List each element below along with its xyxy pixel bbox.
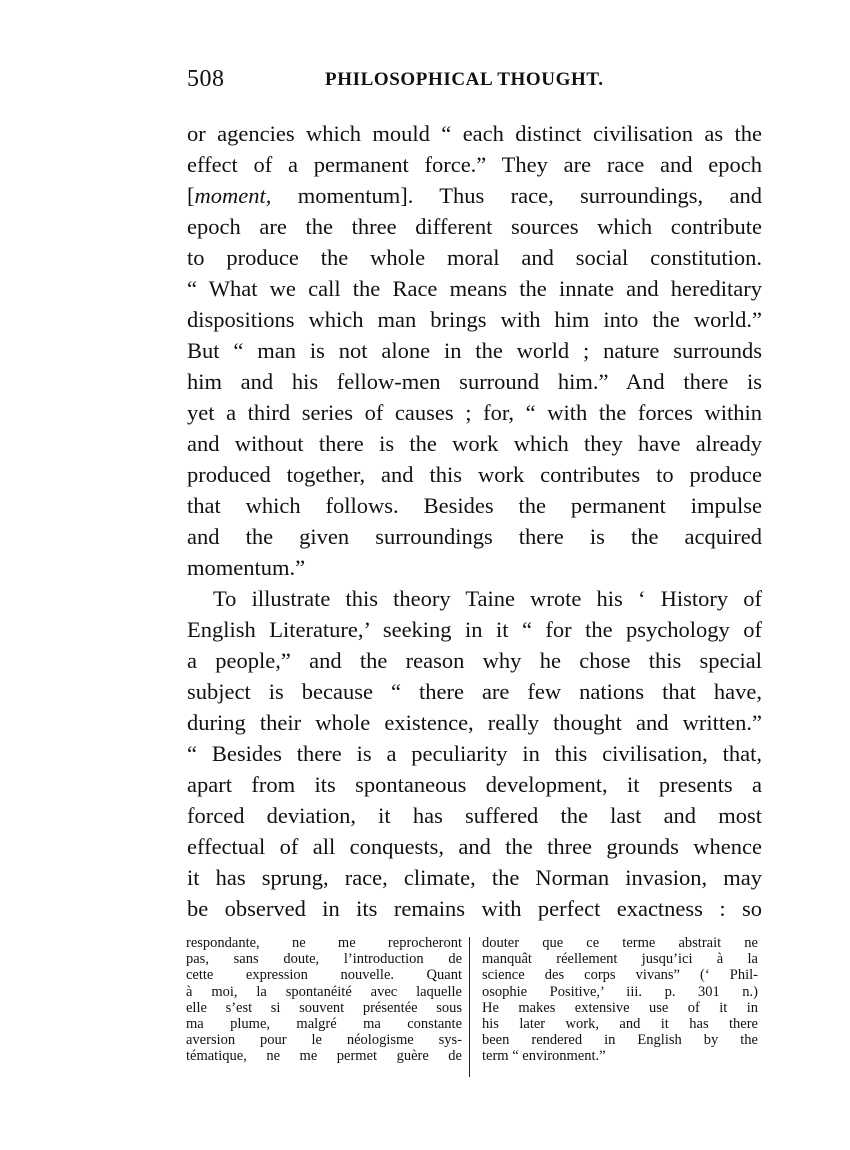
main-text (187, 118, 762, 924)
page-header (187, 66, 762, 100)
text-line: yet a third series of causes ; for, “ with the forces within (187, 400, 762, 425)
footnote-line: manquât réellement jusqu’ici à la (482, 951, 758, 968)
text-line: be observed in its remains with perfect exactness : so (187, 896, 762, 921)
text-line-with-italic: [moment, momentum]. Thus race, surroundings, and (187, 183, 762, 208)
text-line: effect of a permanent force.” They are race and epoch (187, 152, 762, 177)
text-line: “ Besides there is a peculiarity in this civilisation, that, (187, 741, 762, 766)
text-line: English Literature,’ seeking in it “ for the psychology of (187, 617, 762, 642)
footnote-line: his later work, and it has there (482, 1015, 758, 1032)
footnote-line: elle s’est si souvent présentée sous (186, 999, 462, 1016)
text-line: him and his fellow-men surround him.” And there is (187, 369, 762, 394)
text-line: effectual of all conquests, and the three grounds whence (187, 834, 762, 859)
footnote-column-left (186, 935, 462, 1065)
footnote-line: à moi, la spontanéité avec laquelle (186, 983, 462, 1000)
page-number: 508 (187, 66, 225, 92)
text-line: and the given surroundings there is the acquired (187, 524, 762, 549)
text-line: dispositions which man brings with him into the world.” (187, 307, 762, 332)
footnote-line: respondante, ne me reprocheront (186, 935, 462, 951)
footnote-line: aversion pour le néologisme sys- (186, 1032, 462, 1049)
text-line: or agencies which mould “ each distinct civilisation as the (187, 121, 762, 146)
footnote-line: douter que ce terme abstrait ne (482, 935, 758, 951)
footnote-line: been rendered in English by the (482, 1032, 758, 1049)
footnote-line: osophie Positive,’ iii. p. 301 n.) (482, 983, 758, 1000)
footnote-line: term “ environment.” (482, 1048, 606, 1065)
paragraph-start: To illustrate this theory Taine wrote his ‘ History of (213, 586, 762, 611)
text-line: apart from its spontaneous development, it presents a (187, 772, 762, 797)
text-line: during their whole existence, really thought and written.” (187, 710, 762, 735)
footnote-line: tématique, ne me permet guère de (186, 1048, 462, 1065)
text-line: that which follows. Besides the permanent impulse (187, 493, 762, 518)
footnote-column-right (482, 935, 758, 1065)
text-line: it has sprung, race, climate, the Norman invasion, may (187, 865, 762, 890)
text-line: forced deviation, it has suffered the last and most (187, 803, 762, 828)
italic-term: moment, (194, 183, 272, 208)
column-divider (469, 937, 470, 1077)
text-line: and without there is the work which they have already (187, 431, 762, 456)
text-line: But “ man is not alone in the world ; nature surrounds (187, 338, 762, 363)
footnote-line: cette expression nouvelle. Quant (186, 967, 462, 984)
text-line: epoch are the three different sources which contribute (187, 214, 762, 239)
text-line: momentum.” (187, 555, 306, 580)
footnote-line: ma plume, malgré ma constante (186, 1015, 462, 1032)
footnote-line: science des corps vivans” (‘ Phil- (482, 967, 758, 984)
text-line: “ What we call the Race means the innate and hereditary (187, 276, 762, 301)
text-line: to produce the whole moral and social constitution. (187, 245, 762, 270)
footnotes (186, 935, 762, 1085)
running-head: PHILOSOPHICAL THOUGHT. (325, 69, 604, 90)
text-line: subject is because “ there are few nations that have, (187, 679, 762, 704)
text-line: a people,” and the reason why he chose this special (187, 648, 762, 673)
footnote-line: pas, sans doute, l’introduction de (186, 951, 462, 968)
footnote-line: He makes extensive use of it in (482, 999, 758, 1016)
text-line: produced together, and this work contributes to produce (187, 462, 762, 487)
